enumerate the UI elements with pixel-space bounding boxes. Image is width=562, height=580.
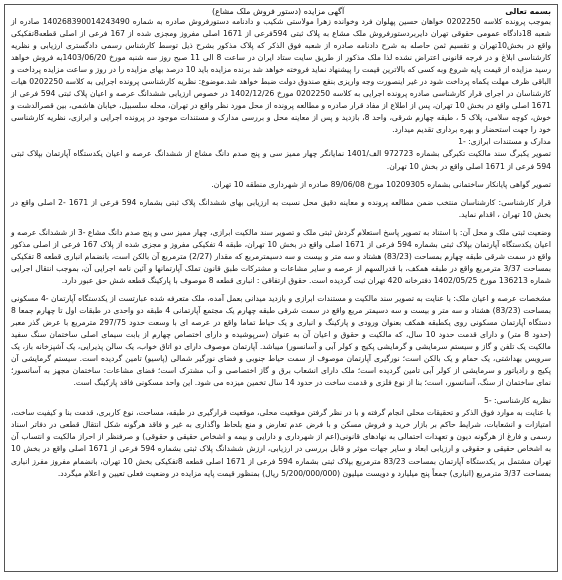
section-6-heading: نظریه کارشناسی: -5: [484, 396, 551, 406]
section-1-body: تصویر یکبرگ سند مالکیت تکبرگی بشماره 972723 الف/1401 نمایانگر چهار ممیز سی و پنج صدم دانگ مشاع از ششدانگ عرصه و اعیان یکدستگاه آپارتمان بپلاک ثبتی 594 فرعی از 1671 اصلی واقع در بخش 10 تهران.: [11, 149, 551, 171]
section-1-heading: مدارک و مستندات ابرازی: -1: [458, 137, 551, 147]
notice-title: آگهی مزایده (دستور فروش ملک مشاع): [212, 7, 345, 16]
notice-header: [11, 7, 551, 16]
section-5-body: مشخصات عرصه و اعیان ملک: با عنایت به تصویر سند مالکیت و مستندات ابرازی و بازدید میدانی بعمل آمده، ملک متعرفه شده عبارتست از یکدستگاه آپارتمان -4 مسکونی بمساحت (83/23) هشتاد و سه متر و بیست و سه دسیمتر مربع واقع در سمت شرقی طبقه چهارم یک مجتمع آپارتمانی 4 طبقه دو واحدی در طبقات اول تا چهارم جمعا 8 دستگاه آپارتمان مسکونی روی یکطبقه همکف بعنوان ورودی و پارکینگ و انباری و یک حیاط تماما واقع در عرصه ای با وسعت حدود 297/75 مترمربع با عرض گذر معبر (حدود 8 متر) و دارای قدمت حدود 10 سال، که مالکیت و حقوق و اعیان آن به عنوان (سرپوشیده و دارای اختصاص چهارم از بابت سیمای اصلی ساختمان سنگ سفید مالکیت یک تلفن و گاز و سیستم سرمایشی و گرمایشی پکیج و کولر آبی و آسانسور) میباشد. آپارتمان موصوف دارای دو اتاق خواب، یک سالن پذیرایی، یک آشپزخانه باز، یک سرویس بهداشتی، یک حمام و یک بالکن است؛ نورگیری آپارتمان موصوف از سمت حیاط جنوبی و فضای نورگیر شمالی (پاسیو) تامین گردیده است. سیستم گرمایشی آن پکیج و رادیاتور و سرمایشی از کولر آبی تامین گردیده است؛ ملک دارای انشعاب برق و گاز اختصاصی و آب مشترک است؛ فضای مشاعات: ساختمان مجهز به آسانسور؛ نمای ساختمان از سنگ، آسانسور، است؛ بنا از نوع فلزی و قدمت ساخت در حدود 14 سال تخمین میزده می شود. این واحد مسکونی فاقد پارکینگ است.: [11, 293, 552, 388]
header-invocation: بسمه تعالی: [505, 7, 551, 16]
section-3-body: قرار کارشناسی: کارشناسان منتخب ضمن مطالعه پرونده و معاینه دقیق محل نسبت به ارزیابی بهای ششدانگ پلاک ثبتی بشماره 594 فرعی از 1671 -2 اصلی واقع در بخش 10 تهران ، اقدام نماید.: [11, 197, 552, 219]
section-2-body: تصویر گواهی پایانکار ساختمانی بشماره 10209305 مورخ 89/06/08 صادره از شهرداری منطقه 10 تهران.: [211, 179, 551, 189]
section-6-body: با عنایت به موارد فوق الذکر و تحقیقات محلی انجام گرفته و با در نظر گرفتن موقعیت محلی، موقعیت قرارگیری در طبقه، مساحت، نوع کاربری، قدمت بنا و کیفیت ساخت، امتیازات و انشعابات، شرایط حاکم بر بازار خرید و فروش مسکن و با فرض عدم تعارض و منع بلحاظ واگذاری به غیر و فاقد هرگونه شکل انتقال قطعی در دفاتر اسناد رسمی و فارغ از هرگونه دیون و تعهدات احتمالی به نهادهای قانونی(اعم از شهرداری و دارایی و بیمه و اشخاص حقیقی و حقوقی) و صرفنظر از احراز مالکیت و انتساب آن به اشخاص حقیقی و حقوقی و ارزیابی ابعاد و سایر جهات موثر و قابل بررسی در ارزیابی، ارزش ششدانگ پلاک ثبتی بشماره 594 فرعی از 1671 اصلی واقع در بخش 10 تهران مشتمل بر یکدستگاه آپارتمان بمساحت 83/23 مترمربع بپلاک ثبتی بشماره 594 فرعی از 1671 اصلی قطعه 8تفکیکی بخش 10 تهران، بانضمام مفروز مفرز انباری بمساحت 3/37 مترمربع (انباری) جمعاً پنج میلیارد و دویست میلیون (5/200/000/000 ریال) بمنظور قیمت پایه مزایده در وضعیت فعلی تعیین و اعلام میگردد.: [11, 408, 552, 478]
auction-notice-page: [4, 4, 558, 572]
intro-paragraph: بموجب پرونده کلاسه 0202250 خواهان حسین پهلوان فرد وخوانده زهرا مولاستی شکیب و دادنامه دستورفروش صادره به شماره 140268390014243490 صادره از شعبه 18دادگاه عمومی حقوقی تهران دایربردستورفروش ملک مشاع به پلاک ثبتی 594فرعی از 1671 اصلی مفروز ومجزی شده از 167 فرعی از اصلی قطعه8تفکیکی واقع در بخش10تهران و تقسیم ثمن حاصله به شرح دادنامه صادره از شعبه فوق الذکر که پلاک مذکور بشرح ذیل توسط کارشناس رسمی دادگستری ارزیابی و نظریه کارشناسی ابلاغ و در فرجه قانونی اعتراض نشده لذا ملک مذکور از طریق سایت ستاد ایران در ساعت 8 الی 11 صبح روز سه شنبه مورخ 1403/06/20به فروش خواهد رسید مزایده از قیمت پایه شروع وبه کسی که بالاترین قیمت را پیشنهاد نماید فروخته خواهد شد برنده مزایده باید 10 درصد بهای مزایده را در روز و ساعت مزایده پرداخت و الباقی ظرف مهلت یکماه پرداخت شود در غیر اینصورت وجه واریزی بنفع صندوق دولت ضبط خواهد شد.موضوع: نظریه کارشناسی پرونده اجرایی به کلاسه 0202250 هیات کارشناسان در اجرای قرار کارشناسی صادره پرونده اجرایی به کلاسه 0202250 مورخ 1402/12/26 در خصوص ارزیابی ششدانگ عرصه و اعیان پلاک ثبتی 594 فرعی از 1671 اصلی واقع در بخش 10 تهران، پس از اطلاع از مفاد قرار صادره و مطالعه پرونده از محل مورد نظر واقع در تهران، محله سلسبیل، خیابان هاشمی، بین قصرالدشت و خوش، کوچه سلامی، پلاک 5 ، طبقه چهارم شرقی، واحد 8، بازدید و پس از معاینه محل و بررسی مدارک و مستندات موجود در پرونده اجرایی و ابرازی، نظریه کارشناسی خود را جهت استحضار و بهره برداری تقدیم میدارد.: [11, 17, 551, 135]
section-4-body: وضعیت ثبتی ملک و محل آن: با استناد به تصویر پاسخ استعلام گردش ثبتی ملک و تصویر سند مالکیت ابرازی، چهار ممیز سی و پنج صدم دانگ مشاع -3 از ششدانگ عرصه و اعیان یکدستگاه آپارتمان بپلاک ثبتی بشماره 594 فرعی از 1671 اصلی واقع در بخش 10 تهران، طبقه 4 تفکیکی مفروز و مجزی شده از پلاک 167 فرعی از اصلی مذکور واقع در سمت شرقی طبقه چهارم بمساحت (83/23) هشتاد و سه متر و بیست و سه دسیمترمربع که مقدار (2/27) مترمربع آن بالکن است، بانضمام انباری قطعه 8 تفکیکی بمساحت 3/37 مترمربع واقع در طبقه همکف، با قدرالسهم از عرصه و سایر مشاعات و مشترکات طبق قانون تملک آپارتمانها و آئین نامه اجرایی آن، بموجب انتقال اجرایی شماره 136213 مورخ 1402/05/25 دفترخانه 420 تهران ثبت گردیده است. حقوق ارتفاقی : انباری قطعه 8 موصوف با پارکینگ قطعه شش حق عبور دارد.: [11, 227, 551, 285]
